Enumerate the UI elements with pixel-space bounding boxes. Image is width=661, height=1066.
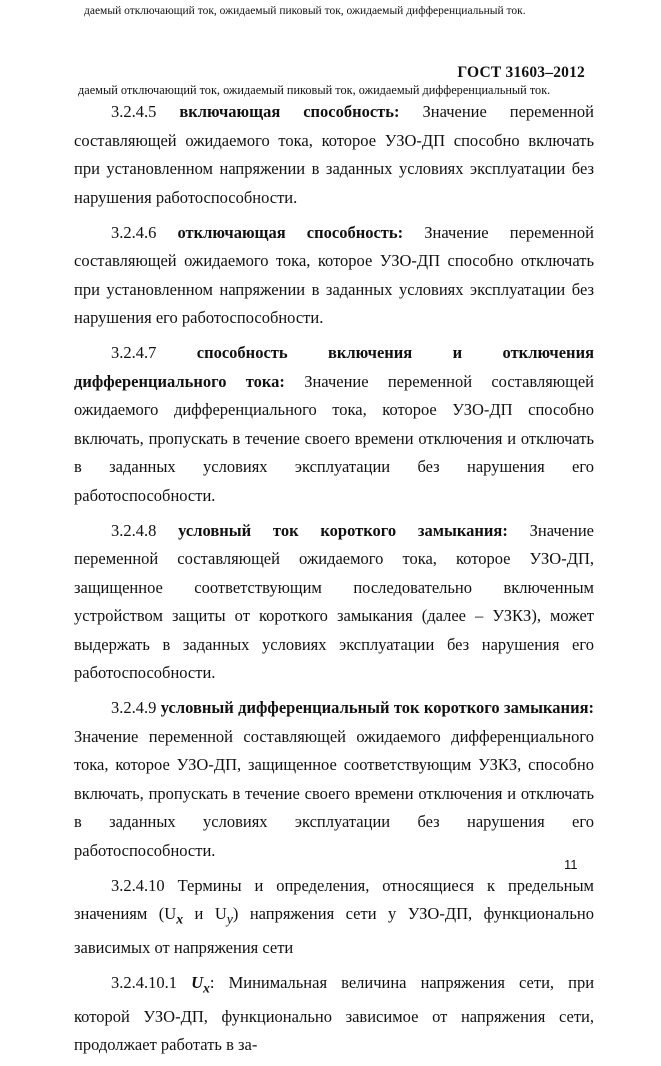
term: условный ток короткого замыкания:	[178, 520, 508, 540]
definition-text: Значение переменной составляющей ожидаемого тока, которое УЗО-ДП, защищенное соответствующим последовательно включенным устройством защиты от короткого замыкания (далее – УЗКЗ), может выдержать в заданных условиях эксплуатации без нарушения его работоспособности.	[74, 520, 594, 682]
paragraph-3-2-4-7	[74, 339, 594, 510]
term: включающая способность:	[179, 102, 400, 121]
definition-text: Минимальная величина напряжения сети, при которой УЗО-ДП, функционально зависимое от напряжения сети, продолжает работать в за-	[74, 972, 595, 1055]
term: способность включения и отключения дифференциального тока:	[74, 343, 594, 391]
paragraph-3-2-4-5	[74, 98, 594, 212]
standard-code: ГОСТ 31603–2012	[457, 64, 585, 81]
text-part: Термины и определения, относящиеся к предельным значениям (U	[74, 875, 594, 923]
subscript-x: x	[176, 911, 184, 927]
clause-number: 3.2.4.10.1	[111, 972, 177, 992]
term: отключающая способность:	[177, 222, 404, 242]
paragraph-3-2-4-9	[74, 694, 594, 865]
definition-text: Значение переменной составляющей ожидаемого дифференциального тока, которое УЗО-ДП способно включать, пропускать в течение своего времени отключения и отключать в заданных условиях эксплуатации без нарушения его работоспособности.	[74, 371, 594, 505]
definition-text: Значение переменной составляющей ожидаемого тока, которое УЗО-ДП способно включать при установленном напряжении в заданных условиях эксплуатации без нарушения работоспособности.	[74, 102, 595, 207]
text-part: ) напряжения сети у УЗО-ДП, функционально зависимых от напряжения сети	[74, 904, 595, 957]
page-number: 11	[564, 857, 578, 872]
paragraph-3-2-4-6	[74, 219, 594, 333]
paragraph-3-2-4-10	[74, 872, 594, 963]
clause-number: 3.2.4.5	[111, 102, 157, 121]
subscript-y: y	[226, 911, 233, 927]
term-symbol: U	[191, 972, 204, 992]
paragraph-3-2-4-10-1	[74, 969, 594, 1060]
clause-number: 3.2.4.10	[111, 875, 165, 895]
definition-text: Значение переменной составляющей ожидаемого тока, которое УЗО-ДП способно отключать при установленном напряжении в заданных условиях эксплуатации без нарушения его работоспособности.	[74, 222, 594, 327]
clause-number: 3.2.4.7	[111, 343, 157, 362]
term-subscript: x	[203, 980, 210, 996]
clause-number: 3.2.4.8	[111, 520, 157, 540]
paragraph-3-2-4-8	[74, 517, 594, 688]
term-colon: :	[209, 972, 215, 992]
previous-page-line: даемый отключающий ток, ожидаемый пиковый ток, ожидаемый дифференциальный ток.	[84, 5, 526, 17]
clause-number: 3.2.4.9	[111, 698, 157, 717]
term: условный дифференциальный ток короткого замыкания:	[160, 698, 594, 717]
continued-text-fragment: даемый отключающий ток, ожидаемый пиковый ток, ожидаемый дифференциальный ток.	[78, 83, 551, 97]
text-part: и U	[183, 904, 227, 923]
document-body	[74, 98, 594, 1066]
definition-text: Значение переменной составляющей ожидаемого дифференциального тока, которое УЗО-ДП, защищенное соответствующим УЗКЗ, способно включать, пропускать в течение своего времени отключения и отключать в заданных условиях эксплуатации без нарушения его работоспособности.	[74, 726, 594, 860]
clause-number: 3.2.4.6	[111, 222, 157, 242]
